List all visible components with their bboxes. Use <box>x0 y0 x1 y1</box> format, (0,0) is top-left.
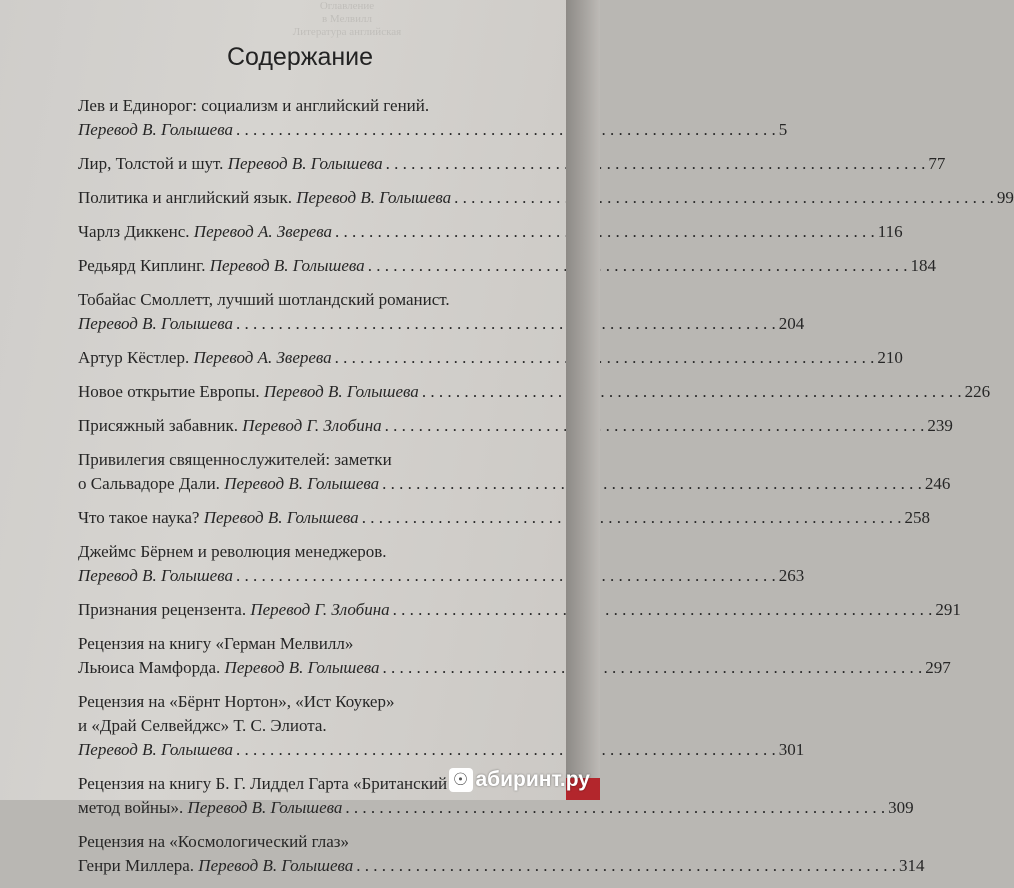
entry-text: Присяжный забавник. <box>78 416 243 435</box>
entry-text: Лир, Толстой и шут. <box>78 154 228 173</box>
toc-entry <box>78 540 805 588</box>
bleed-line: в Мелвилл <box>321 13 372 25</box>
toc-entry-line <box>78 830 538 854</box>
leader-dots <box>236 312 776 336</box>
toc-entry-line <box>78 94 538 118</box>
translator: Перевод В. Голышева <box>187 798 343 817</box>
entry-title <box>78 564 233 588</box>
leader-dots <box>382 472 922 496</box>
entry-text: Рецензия на «Бёрнт Нортон», «Ист Коукер» <box>78 692 395 711</box>
leader-dots <box>362 506 902 530</box>
toc-entry <box>78 414 953 438</box>
toc-entry <box>78 186 1014 210</box>
translator: Перевод Г. Злобина <box>242 416 382 435</box>
translator: Перевод В. Голышева <box>198 856 354 875</box>
translator: Перевод Г. Злобина <box>250 600 390 619</box>
toc-entry <box>78 830 925 878</box>
entry-title <box>78 690 394 714</box>
page-number: 263 <box>778 566 805 585</box>
entry-text: Лев и Единорог: социализм и английский гений. <box>78 96 430 115</box>
toc-entry-line <box>78 796 914 820</box>
watermark <box>449 768 591 792</box>
entry-title <box>78 738 233 762</box>
toc-entry <box>78 448 951 496</box>
entry-text: о Сальвадоре Дали. <box>78 474 225 493</box>
entry-title <box>78 288 450 312</box>
bleed-line: Литература английская <box>292 26 402 38</box>
page-number: 204 <box>778 314 805 333</box>
toc-entry-line <box>78 414 953 438</box>
toc-entry-line <box>78 690 538 714</box>
entry-title <box>78 118 233 142</box>
entry-title <box>78 220 332 244</box>
toc-entry <box>78 94 788 142</box>
entry-title <box>78 312 233 336</box>
entry-text: Джеймс Бёрнем и революция менеджеров. <box>78 542 387 561</box>
translator: Перевод В. Голышева <box>203 508 359 527</box>
page-title: Содержание <box>226 43 374 71</box>
page-number: 77 <box>928 154 946 173</box>
toc-entry-line <box>78 854 925 878</box>
translator: Перевод В. Голышева <box>78 740 233 759</box>
leader-dots <box>454 186 994 210</box>
entry-text: Льюиса Мамфорда. <box>78 658 225 677</box>
entry-text: метод войны». <box>78 798 188 817</box>
entry-title <box>78 94 429 118</box>
translator: Перевод В. Голышева <box>78 566 233 585</box>
entry-text: Политика и английский язык. <box>78 188 297 207</box>
entry-text: Артур Кёстлер. <box>78 348 194 367</box>
toc-entry-line <box>78 448 538 472</box>
leader-dots <box>236 564 776 588</box>
page-number: 309 <box>888 798 914 817</box>
leader-dots <box>383 656 923 680</box>
leader-dots <box>368 254 908 278</box>
translator: Перевод А. Зверева <box>193 222 332 241</box>
entry-title <box>78 152 383 176</box>
entry-title <box>78 632 353 656</box>
leader-dots <box>335 220 875 244</box>
translator: Перевод В. Голышева <box>78 120 233 139</box>
toc-entry-line <box>78 254 936 278</box>
toc-entry-line <box>78 186 1014 210</box>
translator: Перевод В. Голышева <box>78 314 233 333</box>
entry-text: Тобайас Смоллетт, лучший шотландский романист. <box>78 290 450 309</box>
translator: Перевод В. Голышева <box>209 256 365 275</box>
toc-entry-line <box>78 564 805 588</box>
toc-entry-line <box>78 220 903 244</box>
translator: Перевод В. Голышева <box>224 474 380 493</box>
toc-entry-line <box>78 288 538 312</box>
leader-dots <box>345 796 885 820</box>
page-number: 301 <box>778 740 805 759</box>
entry-text: Рецензия на «Космологический глаз» <box>78 832 349 851</box>
translator: Перевод А. Зверева <box>193 348 332 367</box>
page-number: 258 <box>904 508 930 527</box>
entry-title <box>78 346 332 370</box>
leader-dots <box>356 854 896 878</box>
entry-text: Рецензия на книгу «Герман Мелвилл» <box>78 634 354 653</box>
toc-entry <box>78 220 903 244</box>
toc-entry <box>78 346 903 370</box>
bleed-through-text <box>232 0 462 38</box>
leader-dots <box>422 380 962 404</box>
toc-entry-line <box>78 152 946 176</box>
page-number: 246 <box>924 474 951 493</box>
entry-text: Новое открытие Европы. <box>78 382 264 401</box>
watermark-text: абиринт.ру <box>475 768 590 791</box>
leader-dots <box>335 346 875 370</box>
entry-title <box>78 796 342 820</box>
page-number: 239 <box>927 416 953 435</box>
toc-entry-line <box>78 540 538 564</box>
entry-text: Что такое наука? <box>78 508 204 527</box>
toc-entry-line <box>78 656 951 680</box>
leader-dots <box>236 118 776 142</box>
toc-entry-line <box>78 380 991 404</box>
leader-dots <box>386 152 926 176</box>
toc-entry-line <box>78 632 538 656</box>
entry-text: Редьярд Киплинг. <box>78 256 210 275</box>
toc-entry-line <box>78 598 961 622</box>
toc-entry-line <box>78 738 805 762</box>
entry-title <box>78 714 327 738</box>
page-number: 226 <box>964 382 991 401</box>
entry-title <box>78 254 365 278</box>
toc-entry-line <box>78 118 788 142</box>
toc-entry <box>78 152 946 176</box>
book-spine <box>566 0 600 800</box>
toc-entry <box>78 598 961 622</box>
toc-entry <box>78 506 930 530</box>
translator: Перевод В. Голышева <box>296 188 452 207</box>
page-number: 116 <box>877 222 903 241</box>
toc-entry-line <box>78 346 903 370</box>
entry-title <box>78 380 419 404</box>
translator: Перевод В. Голышева <box>263 382 419 401</box>
entry-title <box>78 540 387 564</box>
leader-dots <box>393 598 933 622</box>
bleed-line: Оглавление <box>319 0 375 12</box>
entry-title <box>78 772 447 796</box>
toc-entry <box>78 380 991 404</box>
entry-title <box>78 656 380 680</box>
entry-text: Генри Миллера. <box>78 856 199 875</box>
page-number: 99 <box>996 188 1014 207</box>
entry-text: и «Драй Селвейджс» Т. С. Элиота. <box>78 716 327 735</box>
leader-dots <box>385 414 925 438</box>
page-number: 297 <box>925 658 951 677</box>
entry-title <box>78 448 392 472</box>
page-number: 210 <box>877 348 903 367</box>
entry-title <box>78 414 382 438</box>
entry-title <box>78 186 451 210</box>
leader-dots <box>236 738 776 762</box>
entry-text: Признания рецензента. <box>78 600 251 619</box>
entry-title <box>78 854 353 878</box>
toc-entry-line <box>78 506 930 530</box>
toc-entry-line <box>78 714 538 738</box>
page-number: 5 <box>778 120 788 139</box>
toc-entry-line <box>78 472 951 496</box>
entry-title <box>78 598 390 622</box>
page-number: 184 <box>910 256 936 275</box>
page-number: 314 <box>899 856 925 875</box>
translator: Перевод В. Голышева <box>227 154 383 173</box>
entry-title <box>78 506 359 530</box>
toc-entry-line <box>78 312 805 336</box>
translator: Перевод В. Голышева <box>224 658 380 677</box>
entry-title <box>78 472 379 496</box>
entry-text: Рецензия на книгу Б. Г. Лиддел Гарта «Британский <box>78 774 448 793</box>
page-number: 291 <box>935 600 961 619</box>
entry-title <box>78 830 349 854</box>
toc-entry <box>78 288 805 336</box>
entry-text: Привилегия священнослужителей: заметки <box>78 450 392 469</box>
toc-entry <box>78 632 951 680</box>
toc-entry <box>78 690 805 762</box>
labyrinth-logo-icon: ☉ <box>449 768 473 792</box>
entry-text: Чарлз Диккенс. <box>78 222 194 241</box>
toc-entry <box>78 254 936 278</box>
